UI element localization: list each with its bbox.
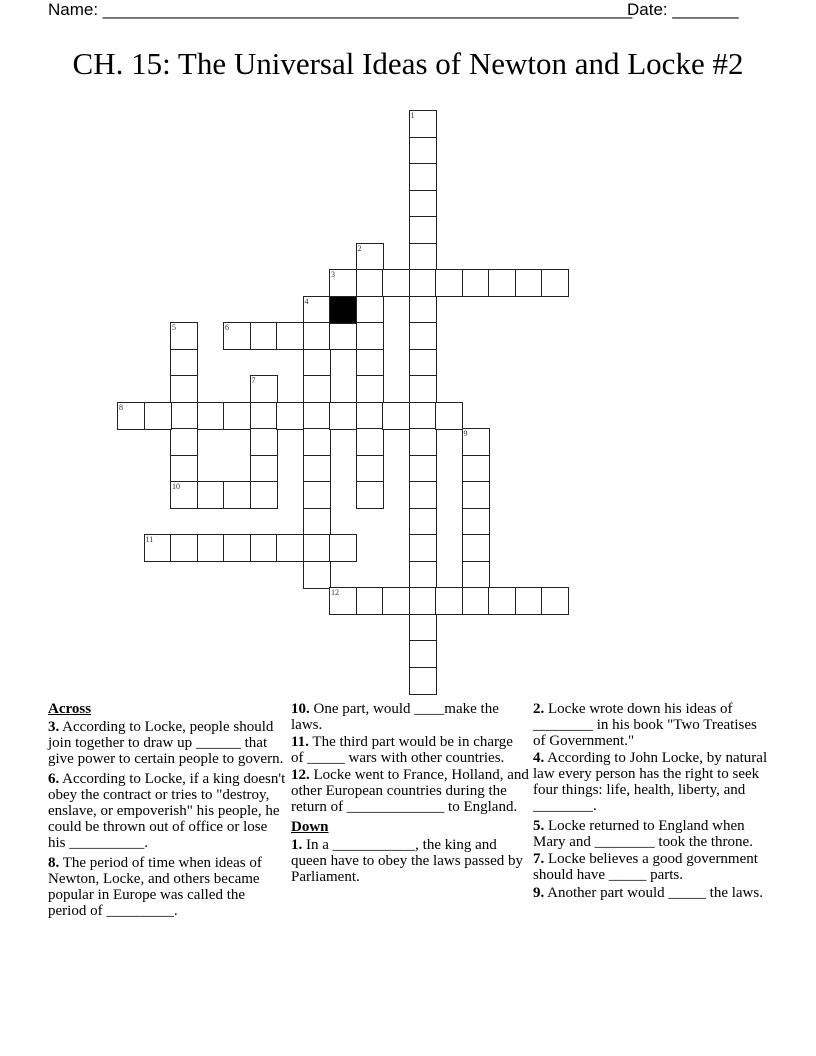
- clue-number: 5.: [533, 818, 545, 834]
- cell-number: 5: [172, 323, 176, 332]
- grid-cell[interactable]: [170, 349, 198, 377]
- grid-cell[interactable]: [170, 322, 198, 350]
- clue-number: 7.: [533, 851, 545, 867]
- grid-cell[interactable]: [250, 428, 278, 456]
- grid-cell[interactable]: [356, 375, 384, 403]
- grid-cell[interactable]: [356, 402, 384, 430]
- across-heading: Across: [48, 701, 92, 717]
- grid-cell[interactable]: [409, 667, 437, 695]
- grid-cell[interactable]: [250, 402, 278, 430]
- page-title: CH. 15: The Universal Ideas of Newton and Locke #2: [72, 46, 744, 81]
- grid-cell[interactable]: [303, 349, 331, 377]
- grid-cell[interactable]: [303, 375, 331, 403]
- grid-cell[interactable]: [409, 428, 437, 456]
- grid-cell[interactable]: [170, 534, 198, 562]
- grid-cell[interactable]: [409, 402, 437, 430]
- grid-cell[interactable]: [488, 269, 516, 297]
- grid-cell[interactable]: [541, 587, 569, 615]
- grid-cell[interactable]: [409, 190, 437, 218]
- grid-cell[interactable]: [409, 481, 437, 509]
- grid-cell[interactable]: [250, 455, 278, 483]
- grid-cell[interactable]: [303, 481, 331, 509]
- clues-column-3: [533, 701, 771, 905]
- cell-number: 11: [145, 535, 154, 544]
- grid-cell[interactable]: [303, 296, 331, 324]
- grid-cell[interactable]: [276, 402, 304, 430]
- clue-down-7: [533, 851, 771, 883]
- grid-cell[interactable]: [462, 587, 490, 615]
- grid-cell[interactable]: [462, 428, 490, 456]
- grid-cell[interactable]: [250, 375, 278, 403]
- grid-cell[interactable]: [170, 481, 198, 509]
- grid-cell[interactable]: [462, 455, 490, 483]
- cell-number: 1: [410, 111, 415, 120]
- grid-cell[interactable]: [435, 587, 463, 615]
- grid-cell[interactable]: [329, 322, 357, 350]
- grid-cell[interactable]: [329, 534, 357, 562]
- clue-across-3: [48, 719, 286, 767]
- grid-cell[interactable]: [117, 402, 145, 430]
- grid-cell[interactable]: [462, 269, 490, 297]
- clue-number: 11.: [291, 734, 309, 750]
- clue-text: The period of time when ideas of Newton, Locke, and others became popular in Europe was called the period of _________.: [48, 855, 262, 919]
- cell-number: 2: [357, 243, 362, 253]
- clue-down-2: [533, 701, 771, 749]
- cell-number: 9: [463, 429, 468, 438]
- grid-cell[interactable]: [303, 402, 331, 430]
- grid-cell[interactable]: [409, 561, 437, 589]
- clue-text: The third part would be in charge of _____ wars with other countries.: [291, 734, 513, 766]
- grid-cell[interactable]: [223, 534, 251, 562]
- grid-cell[interactable]: [409, 375, 437, 403]
- grid-cell[interactable]: [409, 587, 437, 615]
- grid-cell[interactable]: [303, 455, 331, 483]
- grid-cell[interactable]: [276, 322, 304, 350]
- grid-cell[interactable]: [409, 322, 437, 350]
- grid-cell[interactable]: [409, 640, 437, 668]
- clue-number: 10.: [291, 701, 310, 717]
- clue-down-5: [533, 818, 771, 850]
- grid-cell[interactable]: [170, 402, 198, 430]
- grid-cell[interactable]: [329, 269, 357, 297]
- clue-number: 3.: [48, 719, 60, 735]
- clue-number: 1.: [291, 837, 303, 853]
- grid-cell[interactable]: [356, 322, 384, 350]
- grid-cell[interactable]: [409, 137, 437, 165]
- grid-cell[interactable]: [409, 349, 437, 377]
- clue-text: Locke returned to England when Mary and ________ took the throne.: [533, 818, 753, 850]
- grid-cell[interactable]: [250, 322, 278, 350]
- cell-number: 12: [331, 588, 339, 597]
- grid-cell[interactable]: [409, 296, 437, 324]
- grid-cell[interactable]: [409, 614, 437, 642]
- grid-cell[interactable]: [409, 534, 437, 562]
- grid-cell[interactable]: [488, 587, 516, 615]
- grid-cell[interactable]: [276, 534, 304, 562]
- date-field[interactable]: Date: _______: [627, 0, 739, 19]
- grid-cell[interactable]: [170, 428, 198, 456]
- cell-number: 10: [172, 482, 180, 491]
- black-cell: [329, 296, 357, 324]
- grid-cell[interactable]: [356, 296, 384, 324]
- clues-column-2: [291, 701, 529, 889]
- cell-number: 7: [251, 376, 256, 385]
- grid-cell[interactable]: [382, 269, 410, 297]
- grid-cell[interactable]: [329, 402, 357, 430]
- grid-cell[interactable]: [382, 587, 410, 615]
- grid-cell[interactable]: [356, 349, 384, 377]
- grid-cell[interactable]: [303, 428, 331, 456]
- name-field[interactable]: Name: ________________________________________________________: [48, 0, 633, 19]
- grid-cell[interactable]: [409, 243, 437, 271]
- grid-cell[interactable]: [197, 402, 225, 430]
- grid-cell[interactable]: [303, 508, 331, 536]
- grid-cell[interactable]: [356, 428, 384, 456]
- clue-text: In a ___________, the king and queen have to obey the laws passed by Parliament.: [291, 837, 524, 885]
- clue-across-12: [291, 767, 529, 815]
- grid-cell[interactable]: [462, 561, 490, 589]
- grid-cell[interactable]: [409, 508, 437, 536]
- clue-text: According to John Locke, by natural law every person has the right to seek four things: life, health, liberty, and ________.: [533, 750, 768, 814]
- grid-cell[interactable]: [356, 269, 384, 297]
- grid-cell[interactable]: [409, 455, 437, 483]
- clue-text: Locke wrote down his ideas of ________ in his book "Two Treatises of Government.": [533, 701, 757, 749]
- grid-cell[interactable]: [356, 243, 384, 271]
- grid-cell[interactable]: [409, 163, 437, 191]
- clue-text: According to Locke, people should join together to draw up ______ that give power to certain people to govern.: [48, 719, 284, 767]
- clue-across-6: [48, 771, 286, 851]
- clue-down-4: [533, 750, 771, 814]
- clue-number: 9.: [533, 885, 545, 901]
- grid-cell[interactable]: [435, 402, 463, 430]
- cell-number: 8: [119, 402, 123, 412]
- clue-down-9: [533, 885, 771, 901]
- clue-number: 8.: [48, 855, 60, 871]
- down-heading: Down: [291, 819, 329, 835]
- grid-cell[interactable]: [250, 534, 278, 562]
- grid-cell[interactable]: [144, 402, 172, 430]
- clue-across-10: [291, 701, 529, 733]
- grid-cell[interactable]: [223, 402, 251, 430]
- grid-cell[interactable]: [223, 322, 251, 350]
- grid-cell[interactable]: [303, 534, 331, 562]
- grid-cell[interactable]: [409, 110, 437, 138]
- grid-cell[interactable]: [462, 534, 490, 562]
- cell-number: 4: [304, 296, 309, 306]
- clue-text: One part, would ____make the laws.: [291, 701, 499, 733]
- grid-cell[interactable]: [170, 455, 198, 483]
- clue-text: Locke went to France, Holland, and other European countries during the return of _____________ to England.: [291, 767, 529, 815]
- clue-number: 6.: [48, 771, 60, 787]
- clue-text: Locke believes a good government should have _____ parts.: [533, 851, 758, 883]
- grid-cell[interactable]: [356, 587, 384, 615]
- clue-number: 2.: [533, 701, 545, 717]
- grid-cell[interactable]: [382, 402, 410, 430]
- grid-cell[interactable]: [356, 455, 384, 483]
- grid-cell[interactable]: [303, 322, 331, 350]
- clue-number: 12.: [291, 767, 310, 783]
- clue-text: Another part would _____ the laws.: [544, 885, 763, 901]
- grid-cell[interactable]: [197, 534, 225, 562]
- clue-down-1: [291, 837, 529, 885]
- grid-cell[interactable]: [329, 587, 357, 615]
- grid-cell[interactable]: [462, 481, 490, 509]
- grid-cell[interactable]: [170, 375, 198, 403]
- clue-number: 4.: [533, 750, 545, 766]
- grid-cell[interactable]: [303, 561, 331, 589]
- grid-cell[interactable]: [435, 269, 463, 297]
- grid-cell[interactable]: [197, 481, 225, 509]
- grid-cell[interactable]: [462, 508, 490, 536]
- grid-cell[interactable]: [409, 269, 437, 297]
- grid-cell[interactable]: [409, 216, 437, 244]
- grid-cell[interactable]: [144, 534, 172, 562]
- clue-text: According to Locke, if a king doesn't obey the contract or tries to "destroy, enslave, or empoverish" his people, he could be thrown out of office or lose his __________.: [48, 771, 286, 851]
- grid-cell[interactable]: [515, 269, 543, 297]
- grid-cell[interactable]: [356, 481, 384, 509]
- clue-across-8: [48, 855, 286, 919]
- grid-cell[interactable]: [541, 269, 569, 297]
- grid-cell[interactable]: [515, 587, 543, 615]
- grid-cell[interactable]: [223, 481, 251, 509]
- clues-column-1: [48, 701, 286, 923]
- grid-cell[interactable]: [250, 481, 278, 509]
- cell-number: 6: [225, 323, 229, 332]
- clue-across-11: [291, 734, 529, 766]
- cell-number: 3: [331, 270, 335, 279]
